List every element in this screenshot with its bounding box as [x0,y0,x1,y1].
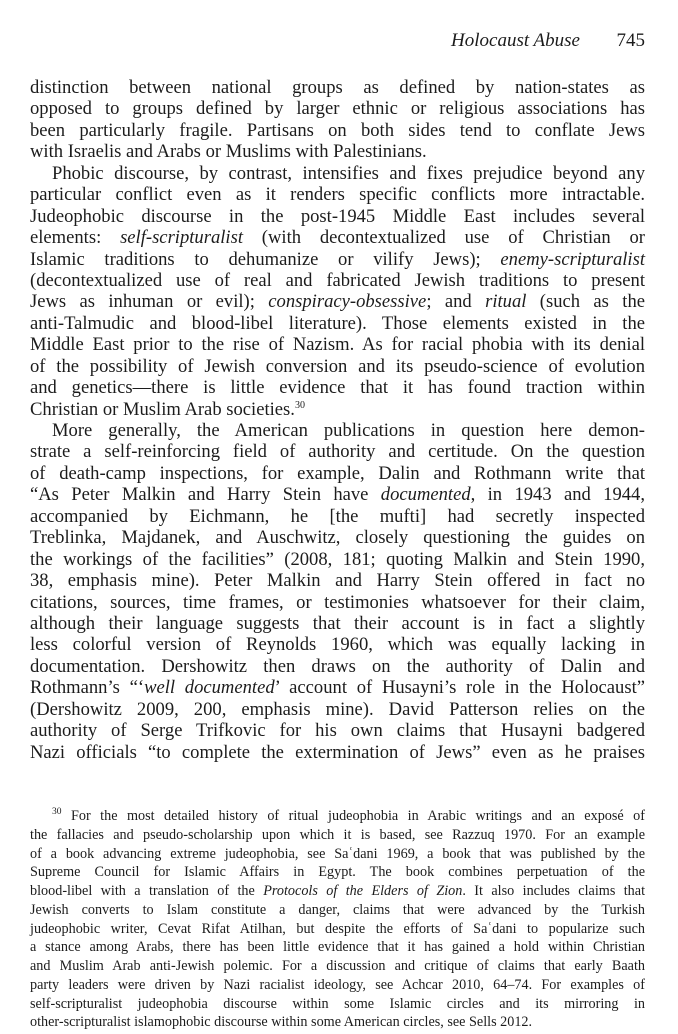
page-header [30,30,648,54]
italic-term: ritual [485,291,527,313]
text-run: Christian or Muslim Arab societies. [30,398,295,420]
italic-term: documented [380,484,471,506]
text-line: been particularly fragile. Partisans on both sides tend to conflate Jews [30,119,645,141]
footnote-line: other-scripturalist islamophobic discourse within some American circles, see Sells 2012. [30,1014,533,1031]
text-line: 38, emphasis mine). Peter Malkin and Harry Stein offered in fact no [30,570,645,592]
text-line: documentation. Dershowitz then draws on the authority of Dalin and [30,655,645,677]
footnote-30 [30,807,645,1032]
footnote-line: Jewish converts to Islam constitute a danger, claims that were advanced by the Turkish [30,901,645,918]
text-run: Jews as inhuman or evil); [30,291,269,313]
text-line: particular conflict even as it renders specific conflicts more intractable. [30,184,645,206]
text-line: less colorful version of Reynolds 1960, which was equally lacking in [30,634,645,656]
italic-term: well documented [144,677,275,699]
page-number: 745 [616,30,645,51]
italic-term: enemy-scripturalist [500,248,645,270]
footnote-line: party leaders were driven by Nazi racialist ideology, see Achcar 2010, 64–74. For examples of [30,976,645,993]
text-run: For the most detailed history of ritual judeophobia in Arabic writings and an exposé of [70,808,645,824]
text-line: Judeophobic discourse in the post-1945 Middle East includes several [30,205,645,227]
text-run: blood-libel with a translation of the [30,883,264,899]
running-title: Holocaust Abuse [451,30,580,51]
text-run: (with decontextualized use of Christian or [243,227,645,249]
text-line: with Israelis and Arabs or Muslims with Palestinians. [30,141,427,163]
text-line: (Dershowitz 2009, 200, emphasis mine). David Patterson relies on the [30,698,645,720]
text-run: elements: [30,227,121,249]
italic-title: Protocols of the Elders of Zion [263,883,463,899]
text-line [30,484,645,505]
text-run: “As Peter Malkin and Harry Stein have [30,484,381,506]
text-line [30,227,645,248]
text-line: Treblinka, Majdanek, and Auschwitz, closely questioning the guides on [30,527,645,549]
footnote-number: 30 [52,807,62,817]
footnote-line [30,807,645,826]
text-run: (such as the [526,291,645,313]
text-line: strate a self-reinforcing field of authority and certitude. On the question [30,441,645,463]
paragraph-2 [30,163,645,420]
text-line: (decontextualized use of real and fabricated Jewish traditions to present [30,269,645,291]
footnote-line: Supreme Council for Islamic Affairs in Egypt. The book combines perpetuation of the [30,864,645,881]
text-line: anti-Talmudic and blood-libel literature). Those elements existed in the [30,312,645,334]
text-line: accompanied by Eichmann, he [the mufti] had secretly inspected [30,505,645,527]
italic-term: conspiracy-obsessive [268,291,427,313]
footnotes [30,807,645,1032]
footnote-line: judeophobic writer, Cevat Rifat Atilhan, but despite the efforts of Saʿdani to popularize such [30,920,645,937]
text-line: the workings of the facilities” (2008, 181; quoting Malkin and Stein 1990, [30,548,645,570]
text-line: and genetics—there is little evidence that it has found traction within [30,377,645,399]
text-line [30,677,645,698]
footnote-line: self-scripturalist judeophobia discourse within some Islamic circles and its mirroring in [30,995,645,1012]
text-run: ; and [426,291,486,313]
text-line [30,291,645,312]
text-line: authority of Serge Trifkovic for his own claims that Husayni badgered [30,720,645,742]
footnote-line: the fallacies and pseudo-scholarship upon which it is based, see Razzuq 1970. For an example [30,826,645,843]
body-text [30,77,645,763]
paragraph-3 [30,420,645,763]
text-line: of the possibility of Jewish conversion and its pseudo-science of evolution [30,355,645,377]
text-line: More generally, the American publications in question here demon- [52,420,645,441]
text-run: Islamic traditions to dehumanize or vilify Jews); [30,248,501,270]
text-line: of death-camp inspections, for example, Dalin and Rothmann write that [30,462,645,484]
text-line: citations, sources, time frames, or testimonies whatsoever for their claim, [30,591,645,613]
text-run: , in 1943 and 1944, [470,484,646,506]
italic-term: self-scripturalist [120,227,243,249]
footnote-line: a stance among Arabs, there has been little evidence that it has gained a hold within Christian [30,939,645,956]
text-line: Nazi officials “to complete the extermination of Jews” even as he praises [30,741,645,763]
text-line: Middle East prior to the rise of Nazism. As for racial phobia with its denial [30,334,645,356]
footnote-reference[interactable]: 30 [294,399,305,411]
text-line: although their language suggests that their account is in fact a slightly [30,612,645,634]
footnote-line: and Muslim Arab anti-Jewish polemic. For a discussion and critique of claims that early Baath [30,958,645,974]
text-line [30,249,645,270]
text-line [30,399,645,420]
text-run: . It also includes claims that [462,883,646,899]
text-line: opposed to groups defined by larger ethnic or religious associations has [30,98,645,120]
paragraph-1 [30,77,645,163]
footnote-line [30,882,645,901]
text-line: Phobic discourse, by contrast, intensifies and fixes prejudice beyond any [52,162,645,184]
text-run: Rothmann’s “‘ [30,677,145,699]
footnote-line: of a book advancing extreme judeophobia, see Saʿdani 1969, a book that was published by the [30,845,645,862]
text-run: ’ account of Husayni’s role in the Holocaust” [274,677,645,699]
text-line: distinction between national groups as defined by nation-states as [30,77,645,98]
